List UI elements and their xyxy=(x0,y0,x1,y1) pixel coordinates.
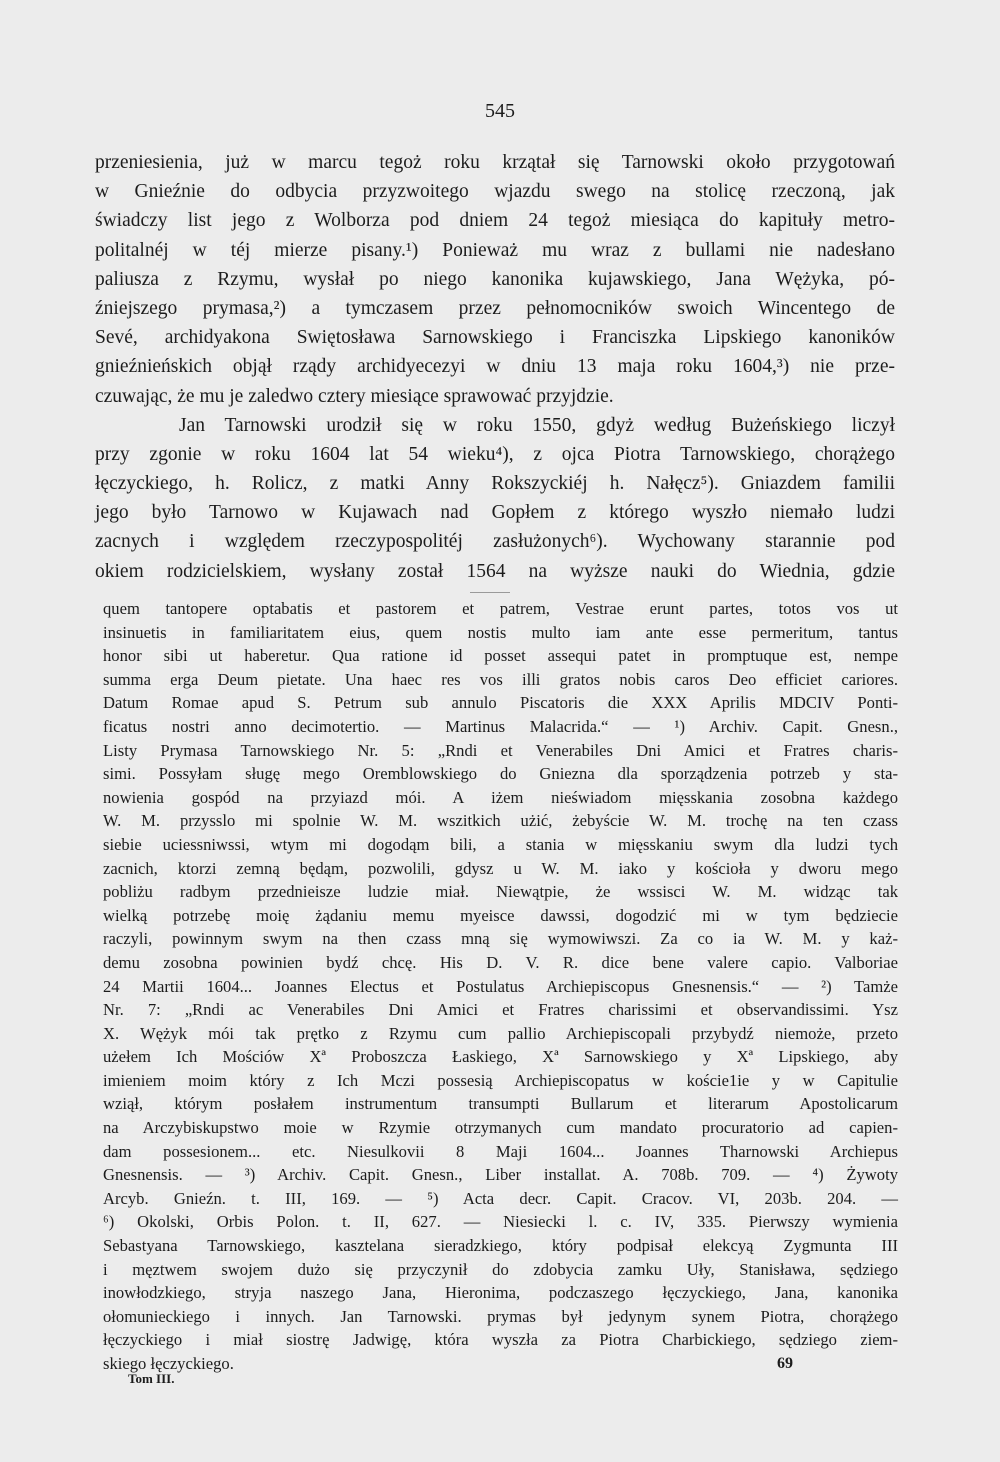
main-text-line: czuwając, że mu je zaledwo cztery miesiące sprawować przyjdzie. xyxy=(95,385,614,407)
page-number: 545 xyxy=(485,100,515,122)
main-text-line: Sevé, archidyakona Swiętosława Sarnowskiego i Franciszka Lipskiego kanoników xyxy=(95,327,895,349)
main-text-line: paliusza z Rzymu, wysłał po niego kanonika kujawskiego, Jana Wężyka, pó- xyxy=(95,268,895,290)
footnote-line: summa erga Deum pietate. Una haec res vos illi gratos nobis caros Deo efficiet cariores. xyxy=(103,669,898,689)
footnote-line: honor sibi ut haberetur. Qua ratione id posset assequi patet in promptuque est, nempe xyxy=(103,646,898,666)
main-text-line: w Gnieźnie do odbycia przyzwoitego wjazdu swego na stolicę rzeczoną, jak xyxy=(95,181,895,203)
footnote-line: nowienia gospód na przyiazd mói. A iżem nieświadom mięsskania zosobna każdego xyxy=(103,787,898,807)
footnote-line: Gnesnensis. — ³) Archiv. Capit. Gnesn., Liber installat. A. 708b. 709. — ⁴) Żywoty xyxy=(103,1165,898,1185)
sheet-signature: 69 xyxy=(777,1355,793,1372)
footnote-line: Datum Romae apud S. Petrum sub annulo Piscatoris die XXX Aprilis MDCIV Ponti- xyxy=(103,693,898,713)
footnote-line: wielką potrzebę moię żądaniu memu myeisce dawssi, dogodzić mi w tym będziecie xyxy=(103,905,898,925)
main-text-line: przy zgonie w roku 1604 lat 54 wieku⁴), z ojca Piotra Tarnowskiego, chorążego xyxy=(95,443,895,465)
footnote-line: dam possesionem... etc. Niesulkovii 8 Maji 1604... Joannes Tharnowski Archiepus xyxy=(103,1141,898,1161)
footnote-line: pobliżu radbym przednieisze ludzie miał. Niewątpie, że wssisci W. M. widząc tak xyxy=(103,882,898,902)
main-text-line: jego było Tarnowo w Kujawach nad Gopłem z którego wyszło niemało ludzi xyxy=(95,502,895,524)
main-text-line: politalnéj w téj mierze pisany.¹) Ponieważ mu wraz z bullami nie nadesłano xyxy=(95,239,895,261)
main-text-line: łęczyckiego, h. Rolicz, z matki Anny Rokszyckiéj h. Nałęcz⁵). Gniazdem familii xyxy=(95,473,895,495)
footnote-line: i męztwem swojem dużo się przyczynił do zdobycia zamku Uły, Stanisława, sędziego xyxy=(103,1259,898,1279)
footnote-line: raczyli, powinnym swym na then czass mną się wymowiwszi. Za co ia W. M. y każ- xyxy=(103,929,898,949)
footnote-line: wziął, którym posłałem instrumentum transumpti Bullarum et literarum Apostolicarum xyxy=(103,1094,898,1114)
footnote-line: Listy Prymasa Tarnowskiego Nr. 5: „Rndi et Venerabiles Dni Amici et Fratres charis- xyxy=(103,740,898,760)
main-text-line: świadczy list jego z Wolborza pod dniem 24 tegoż miesiąca do kapituły metro- xyxy=(95,210,895,232)
footnote-line: Arcyb. Gnieźn. t. III, 169. — ⁵) Acta decr. Capit. Cracov. VI, 203b. 204. — xyxy=(103,1188,898,1208)
footnote-line: ficatus nostri anno decimotertio. — Martinus Malacrida.“ — ¹) Archiv. Capit. Gnesn., xyxy=(103,716,898,736)
footnote-line: insinuetis in familiaritatem eius, quem nostis multo iam ante esse permeritum, tantus xyxy=(103,622,898,642)
footnote-line: użełem Ich Mościów Xª Proboszcza Łaskiego, Xª Sarnowskiego y Xª Lipskiego, aby xyxy=(103,1047,898,1067)
footnote-line: W. M. przysslo mi spolnie W. M. wszitkich użić, żebyście W. M. trochę na ten czass xyxy=(103,811,898,831)
footnote-line: imieniem moim który z Ich Mczi possesią Archiepiscopatus w koście1ie y w Capitulie xyxy=(103,1070,898,1090)
footnote-line: demu zosobna powinien bydź chcę. His D. V. R. dice bene valere capio. Valboriae xyxy=(103,952,898,972)
footnote-line: skiego łęczyckiego. xyxy=(103,1354,234,1373)
main-text-line: Jan Tarnowski urodził się w roku 1550, gdyż według Bużeńskiego liczył xyxy=(179,414,895,436)
footnote-line: Sebastyana Tarnowskiego, kasztelana sieradzkiego, który podpisał elekcyą Zygmunta III xyxy=(103,1236,898,1256)
main-text-line: zacnych i względem rzeczypospolitéj zasłużonych⁶). Wychowany starannie pod xyxy=(95,531,895,553)
footnote-line: siebie uciessniwssi, wtym mi dogodąm bili, a stania w mięsskaniu swym dla ludzi tych xyxy=(103,834,898,854)
volume-label: Tom III. xyxy=(128,1371,175,1386)
footnote-line: quem tantopere optabatis et pastorem et patrem, Vestrae erunt partes, totos vos ut xyxy=(103,599,898,618)
footnote-line: X. Wężyk mói tak prętko z Rzymu cum pallio Archiepiscopali przybydź niemoże, przeto xyxy=(103,1023,898,1043)
footnote-line: łęczyckiego i miał siostrę Jadwigę, która wyszła za Piotra Charbickiego, sędziego ziem- xyxy=(103,1330,898,1350)
footnote-line: simi. Possyłam sługę mego Oremblowskiego do Gniezna dla sporządzenia potrzeb y sta- xyxy=(103,764,898,784)
footnote-separator xyxy=(470,592,510,593)
footnote-line: 24 Martii 1604... Joannes Electus et Postulatus Archiepiscopus Gnesnensis.“ — ²) Tamże xyxy=(103,976,898,996)
footnote-line: inowłodzkiego, stryja naszego Jana, Hieronima, podczaszego łęczyckiego, Jana, kanonika xyxy=(103,1283,898,1303)
footnote-line: ⁶) Okolski, Orbis Polon. t. II, 627. — Niesiecki l. c. IV, 335. Pierwszy wymienia xyxy=(103,1212,898,1232)
footnote-line: na Arczybiskupstwo moie w Rzymie otrzymanych cum mandato procuratorio ad capien- xyxy=(103,1118,898,1138)
main-text-line: gnieźnieńskich objął rządy archidyecezyi w dniu 13 maja roku 1604,³) nie prze- xyxy=(95,356,895,378)
main-text xyxy=(95,148,895,586)
main-text-line: przeniesienia, już w marcu tegoż roku krzątał się Tarnowski około przygotowań xyxy=(95,152,895,173)
footnote-line: zacnich, ktorzi zemną będąm, pozwolili, gdysz u W. M. iako y kościoła y dworu mego xyxy=(103,858,898,878)
footnotes xyxy=(103,597,898,1376)
main-text-line: źniejszego prymasa,²) a tymczasem przez pełnomocników swoich Wincentego de xyxy=(95,297,895,319)
footnote-line: ołomunieckiego i innych. Jan Tarnowski. prymas był jedynym synem Piotra, chorążego xyxy=(103,1306,898,1326)
footnote-line: Nr. 7: „Rndi ac Venerabiles Dni Amici et Fratres charissimi et observandissimi. Ysz xyxy=(103,1000,898,1020)
main-text-line: okiem rodzicielskiem, wysłany został 1564 na wyższe nauki do Wiednia, gdzie xyxy=(95,560,895,582)
